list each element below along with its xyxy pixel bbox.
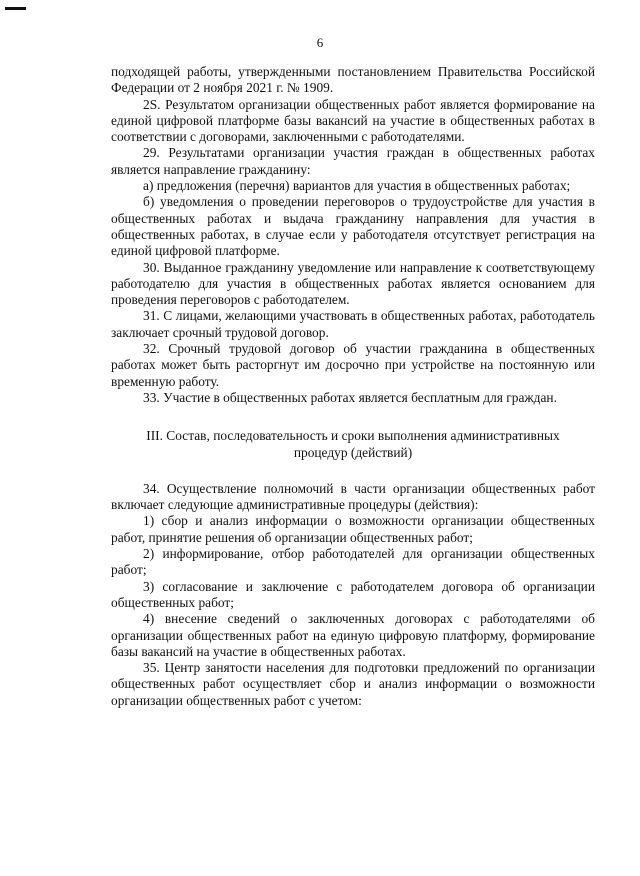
corner-mark — [5, 7, 26, 10]
paragraph-34: 34. Осуществление полномочий в части организации общественных работ включает следующие административные процедуры (действия): — [111, 480, 595, 513]
paragraph-29: 29. Результатами организации участия граждан в общественных работах является направление гражданину: — [111, 145, 595, 177]
body-text — [111, 64, 595, 709]
section-heading: III. Состав, последовательность и сроки выполнения административных процедур (действий) — [146, 428, 560, 460]
page-number: 6 — [316, 35, 324, 50]
paragraph-30: 30. Выданное гражданину уведомление или направление к соответствующему работодателю для участия в общественных работах является основанием для проведения переговоров с работодателем. — [111, 259, 595, 308]
paragraph-29-b: б) уведомления о проведении переговоров о трудоустройстве для участия в общественных работах и выдача гражданину направления для участия в общественных работах, в случае если у работодателя отсутствует регистрация на единой цифровой платформе. — [111, 194, 595, 259]
paragraph-34-2: 2) информирование, отбор работодателей для организации общественных работ; — [111, 546, 595, 578]
paragraph-continuation: подходящей работы, утвержденными постановлением Правительства Российской Федерации от 2 ноября 2021 г. № 1909. — [111, 64, 595, 96]
paragraph-32: 32. Срочный трудовой договор об участии гражданина в общественных работах может быть расторгнут им досрочно при устройстве на постоянную или временную работу. — [111, 341, 595, 389]
paragraph-28: 2S. Результатом организации общественных работ является формирование на единой цифровой платформе базы вакансий на участие в общественных работах в соответствии с договорами, заключенными с работодателями. — [111, 96, 595, 145]
paragraph-29-a: а) предложения (перечня) вариантов для участия в общественных работах; — [143, 178, 571, 194]
paragraph-34-4: 4) внесение сведений о заключенных договорах с работодателями об организации общественных работ на единую цифровую платформу, формирование базы вакансий на участие в общественных работах. — [111, 611, 595, 659]
paragraph-34-3: 3) согласование и заключение с работодателем договора об организации общественных работ; — [111, 578, 595, 610]
paragraph-34-1: 1) сбор и анализ информации о возможности организации общественных работ, принятие решения об организации общественных работ; — [111, 513, 595, 545]
paragraph-33: 33. Участие в общественных работах является бесплатным для граждан. — [143, 389, 557, 405]
paragraph-35: 35. Центр занятости населения для подготовки предложений по организации общественных работ осуществляет сбор и анализ информации о возможности организации общественных работ с учетом: — [111, 660, 595, 708]
paragraph-31: 31. С лицами, желающими участвовать в общественных работах, работодатель заключает срочный трудовой договор. — [111, 308, 595, 340]
